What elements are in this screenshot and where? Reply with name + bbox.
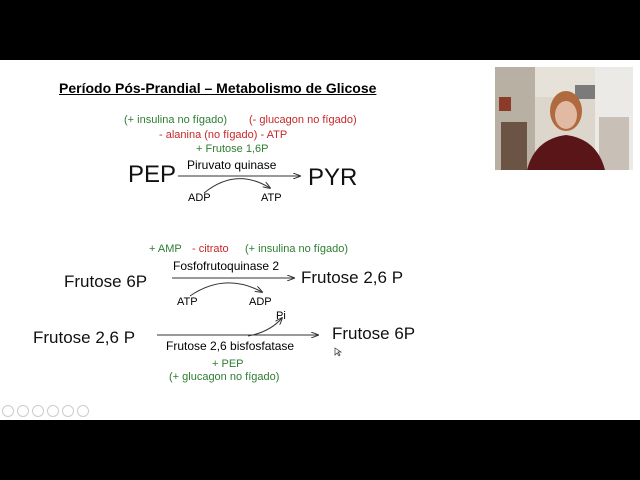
presenter-video-icon (495, 67, 633, 170)
r1-cofactor-adp: ADP (188, 192, 211, 204)
r3-mod-pep: + PEP (212, 358, 244, 370)
zoom-icon[interactable] (62, 405, 74, 417)
r3-product: Frutose 6P (332, 324, 416, 343)
r1-cofactor-arc (204, 179, 270, 193)
r1-cofactor-atp: ATP (261, 192, 282, 204)
slide (0, 60, 640, 420)
more-icon[interactable] (77, 405, 89, 417)
r2-product: Frutose 2,6 P (301, 268, 404, 287)
r2-enzyme: Fosfofrutoquinase 2 (173, 259, 280, 273)
r1-mod-insulin: (+ insulina no fígado) (124, 114, 228, 126)
r3-pi-arc (248, 318, 282, 336)
r2-cofactor-adp: ADP (249, 296, 272, 308)
slide-title: Período Pós-Prandial – Metabolismo de Glicose (59, 80, 377, 96)
r1-product-pyr: PYR (308, 164, 358, 191)
r2-cofactor-atp: ATP (177, 296, 198, 308)
r2-mod-amp: + AMP (149, 243, 182, 255)
r3-mod-glucagon: (+ glucagon no fígado) (169, 371, 280, 383)
r1-enzyme: Piruvato quinase (187, 158, 277, 172)
highlighter-icon[interactable] (47, 405, 59, 417)
presentation-toolbar (2, 404, 92, 416)
r2-cofactor-arc (190, 283, 262, 296)
r2-mod-citrato: - citrato (192, 243, 229, 255)
r1-mod-glucagon: (- glucagon no fígado) (249, 114, 357, 126)
r2-substrate: Frutose 6P (64, 272, 148, 291)
r1-substrate-pep: PEP (128, 161, 177, 188)
r3-substrate: Frutose 2,6 P (33, 328, 136, 347)
r1-mod-frutose16p: + Frutose 1,6P (196, 143, 269, 155)
pen-icon[interactable] (32, 405, 44, 417)
r3-enzyme: Frutose 2,6 bisfosfatase (166, 339, 295, 353)
back-icon[interactable] (2, 405, 14, 417)
r3-byproduct-pi: Pi (276, 310, 286, 322)
presenter-video[interactable] (495, 67, 633, 170)
forward-icon[interactable] (17, 405, 29, 417)
r2-mod-insulina: (+ insulina no fígado) (245, 243, 349, 255)
r1-mod-alanina-atp: - alanina (no fígado) - ATP (159, 129, 288, 141)
mouse-cursor-icon (334, 347, 342, 357)
